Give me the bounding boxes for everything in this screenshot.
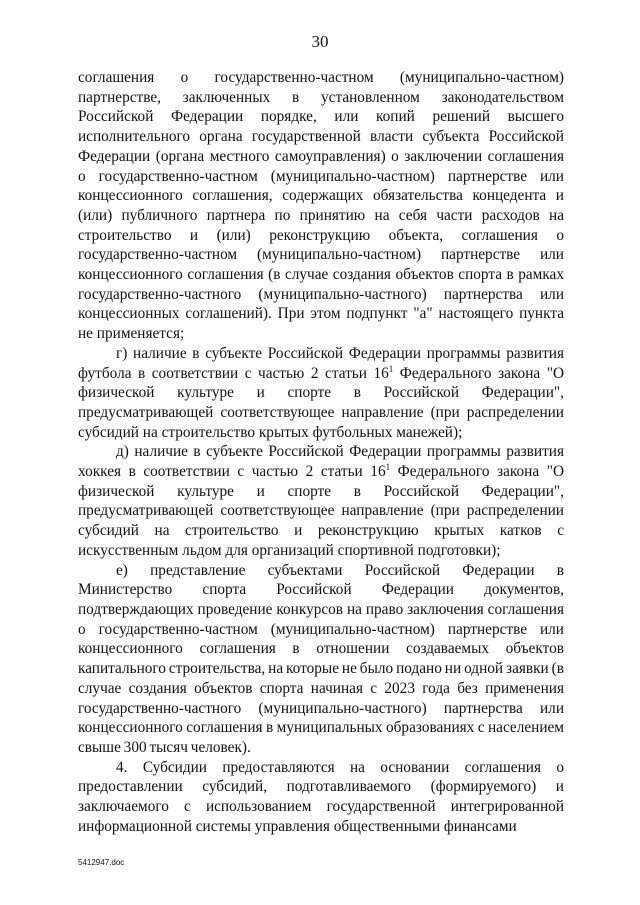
- footer-file-code: 5412947.doc: [78, 858, 125, 867]
- paragraph-item-d: [78, 442, 564, 560]
- paragraph-item-g-text-start: г) наличие в субъекте Российской Федерации программы развития футбола в соответствии с частью 2 статьи 16: [78, 344, 564, 382]
- page-number: 30: [311, 32, 329, 51]
- paragraph-item-e: е) представление субъектами Российской Федерации в Министерство спорта Российской Федерации документов, подтверждающих проведение конкурсов на право заключения соглашения о государственно-частном (муниципально-частном) партнерстве или концессионного соглашения в отношении создаваемых объектов капитального строительства, на которые не было подано ни одной заявки (в случае создания объектов спорта начиная с 2023 года без применения государственно-частного (муниципально-частного) партнерства или концессионного соглашения в муниципальных образованиях с населением свыше 300 тысяч человек).: [78, 561, 564, 756]
- paragraph-continuation: соглашения о государственно-частном (муниципально-частном) партнерстве, заключенных в установленном законодательством Российской Федерации порядке, или копий решений высшего исполнительного органа государственной власти субъекта Российской Федерации (органа местного самоуправления) о заключении соглашения о государственно-частном (муниципально-частном) партнерстве или концессионного соглашения, содержащих обязательства концедента и (или) публичного партнера по принятию на себя части расходов на строительство и (или) реконструкцию объекта, соглашения о государственно-частном (муниципально-частном) партнерстве или концессионного соглашения (в случае создания объектов спорта в рамках государственно-частного (муниципально-частного) партнерства или концессионных соглашений). При этом подпункт "а" настоящего пункта не применяется;: [78, 69, 564, 343]
- paragraph-item-d-text-end: Федерального закона "О физической культуре и спорте в Российской Федерации", предусматривающей соответствующее направление (при распределении субсидий на строительство и реконструкцию крытых катков с искусственным льдом для организаций спортивной подготовки);: [78, 463, 564, 559]
- document-body: [78, 68, 564, 836]
- paragraph-item-d-text-start: д) наличие в субъекте Российской Федерации программы развития хоккея в соответствии с частью 2 статьи 16: [78, 443, 564, 481]
- paragraph-item-4: 4. Субсидии предоставляются на основании соглашения о предоставлении субсидий, подготавливаемого (формируемого) и заключаемого с использованием государственной интегрированной информационной системы управления общественными финансами: [78, 758, 564, 835]
- superscript: 1: [385, 462, 391, 473]
- paragraph-item-g: [78, 344, 564, 443]
- paragraph-item-g-text-end: Федерального закона "О физической культуре и спорте в Российской Федерации", предусматривающей соответствующее направление (при распределении субсидий на строительство крытых футбольных манежей);: [78, 364, 564, 441]
- superscript: 1: [388, 363, 394, 374]
